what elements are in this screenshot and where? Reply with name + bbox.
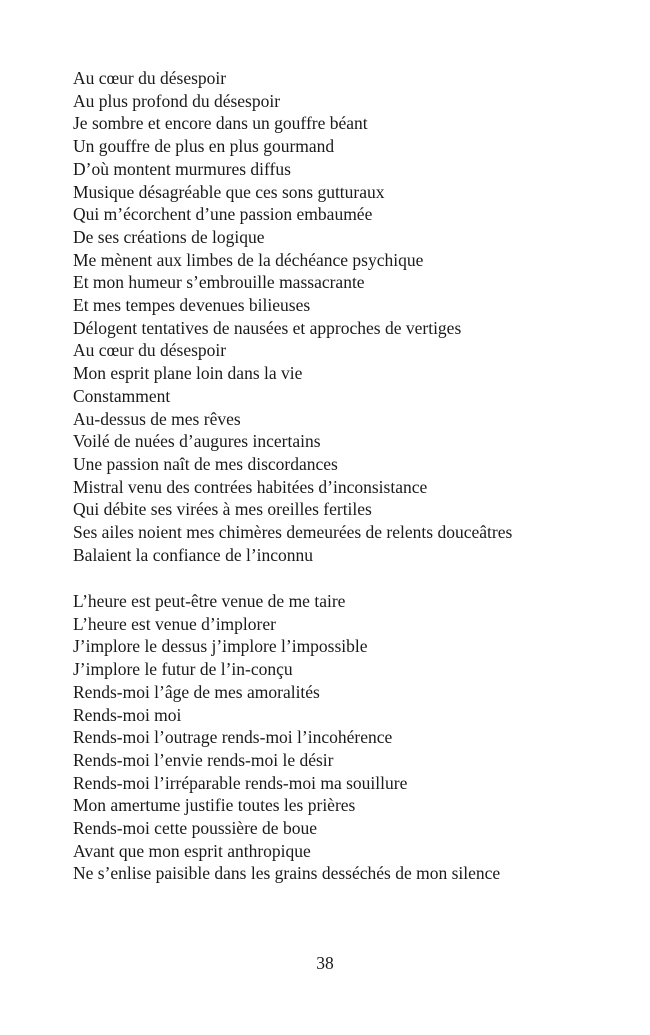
poem-line: Rends-moi cette poussière de boue: [73, 818, 317, 839]
poem-line: Et mon humeur s’embrouille massacrante: [73, 272, 365, 293]
poem-line: Rends-moi l’outrage rends-moi l’incohérence: [73, 727, 393, 748]
poem-line: Mistral venu des contrées habitées d’inconsistance: [73, 476, 428, 497]
poem-line: Rends-moi l’envie rends-moi le désir: [73, 749, 334, 770]
poem-line: J’implore le dessus j’implore l’impossible: [73, 636, 368, 657]
poem-line: Délogent tentatives de nausées et approches de vertiges: [73, 317, 462, 338]
poem-line: Mon amertume justifie toutes les prières: [73, 795, 356, 816]
poem-line: Rends-moi moi: [73, 704, 182, 725]
poem-line: Avant que mon esprit anthropique: [73, 840, 311, 861]
poem-line: Je sombre et encore dans un gouffre béant: [73, 113, 368, 134]
poem-line: Au-dessus de mes rêves: [73, 408, 241, 429]
poem-line: Me mènent aux limbes de la déchéance psychique: [73, 249, 424, 270]
poem-line: Qui débite ses virées à mes oreilles fertiles: [73, 499, 372, 520]
poem-line: Qui m’écorchent d’une passion embaumée: [73, 204, 373, 225]
poem-line: Un gouffre de plus en plus gourmand: [73, 136, 335, 157]
poem-line: Musique désagréable que ces sons gutturaux: [73, 181, 385, 202]
poem-line: Et mes tempes devenues bilieuses: [73, 295, 311, 316]
stanza-1: [73, 67, 512, 566]
poem-line: Au cœur du désespoir: [73, 340, 227, 361]
poem-line: Ses ailes noient mes chimères demeurées de relents douceâtres: [73, 522, 513, 543]
poem-line: J’implore le futur de l’in-conçu: [73, 659, 293, 680]
poem-line: D’où montent murmures diffus: [73, 158, 291, 179]
poem-line: Mon esprit plane loin dans la vie: [73, 363, 303, 384]
poem-line: Balaient la confiance de l’inconnu: [73, 544, 314, 565]
poem-line: Rends-moi l’âge de mes amoralités: [73, 681, 320, 702]
poem-line: Ne s’enlise paisible dans les grains desséchés de mon silence: [73, 863, 501, 884]
stanza-2: [73, 590, 500, 885]
poem-line: Rends-moi l’irréparable rends-moi ma souillure: [73, 772, 408, 793]
poem-line: L’heure est peut-être venue de me taire: [73, 591, 346, 611]
poem-line: De ses créations de logique: [73, 226, 265, 247]
poem-line: Une passion naît de mes discordances: [73, 453, 338, 474]
poem-line: L’heure est venue d’implorer: [73, 613, 276, 634]
page-number: 38: [316, 953, 334, 973]
poem-line: Constamment: [73, 385, 171, 406]
poem-line: Au cœur du désespoir: [73, 68, 227, 88]
poem-line: Au plus profond du désespoir: [73, 90, 281, 111]
poem-line: Voilé de nuées d’augures incertains: [73, 431, 321, 452]
